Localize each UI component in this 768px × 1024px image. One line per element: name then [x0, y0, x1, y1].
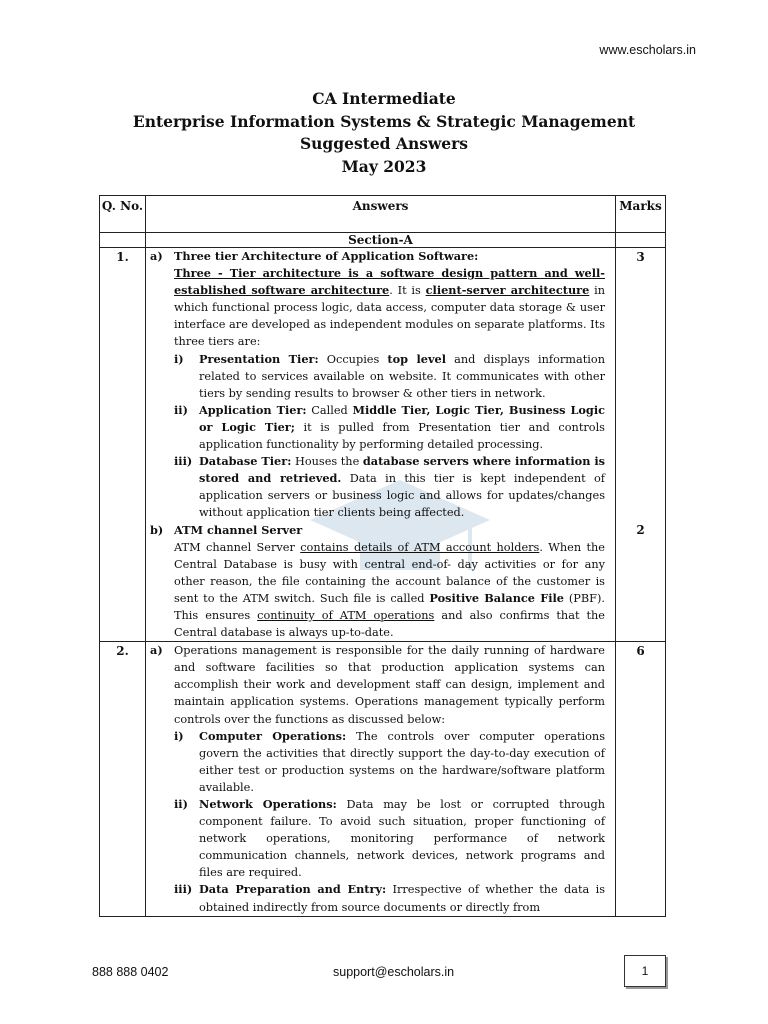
section-label: Section-A — [146, 233, 616, 248]
part-label: a) — [150, 643, 163, 658]
page-number: 1 — [624, 955, 666, 987]
answer-cell — [146, 248, 616, 642]
answer-part-b — [146, 522, 605, 642]
answers-table — [99, 195, 666, 917]
marks-value: 3 — [636, 250, 645, 264]
document-title — [0, 88, 768, 178]
website-url: www.escholars.in — [599, 43, 696, 57]
header-marks: Marks — [616, 196, 666, 233]
footer-phone: 888 888 0402 — [92, 965, 169, 979]
list-item: i) Computer Operations: The controls over computer operations govern the activities that directly support the day-to-day execution of either test or production systems on the hardware/software platform available. — [174, 728, 605, 794]
list-item: ii) Application Tier: Called Middle Tier, Logic Tier, Business Logic or Logic Tier; it is pulled from Presentation tier and controls application functionality by performing detailed processing. — [174, 402, 605, 452]
question-row-1 — [100, 248, 666, 642]
part-heading: ATM channel Server — [174, 522, 303, 537]
answer-part-a — [146, 248, 605, 522]
answer-part-a — [146, 642, 605, 916]
part-label: b) — [150, 522, 164, 537]
question-number: 2. — [100, 642, 146, 917]
title-line-4: May 2023 — [341, 156, 427, 176]
footer-email[interactable]: support@escholars.in — [333, 965, 455, 979]
part-heading: Three tier Architecture of Application Software: — [174, 249, 479, 263]
title-line-1: CA Intermediate — [312, 89, 456, 108]
marks-cell — [616, 642, 666, 917]
answer-cell — [146, 642, 616, 917]
header-answers: Answers — [146, 196, 616, 233]
question-number: 1. — [100, 248, 146, 642]
part-body: ATM channel Server contains details of ATM account holders. When the Central Database is busy with central end-of- day activities or for any other reason, the file containing the account balance of the customer is sent to the ATM switch. Such file is called Positive Balance File (PBF). This ensures continuity of ATM operations and also confirms that the Central database is always up-to-date. — [174, 540, 605, 640]
marks-value: 6 — [636, 644, 645, 659]
part-label: a) — [150, 249, 163, 263]
header-q-no: Q. No. — [100, 196, 146, 233]
part-intro: Operations management is responsible for the daily running of hardware and software facilities so that production application systems can accomplish their work and development staff can design, implement and maintain application systems. Operations management typically perform controls over the functions as discussed below: — [174, 644, 605, 726]
section-row — [100, 233, 666, 248]
question-row-2 — [100, 642, 666, 917]
list-item: iii) Data Preparation and Entry: Irrespective of whether the data is obtained indirectly from source documents or directly from — [174, 882, 605, 914]
marks-value: 2 — [636, 523, 645, 537]
part-intro: Three - Tier architecture is a software design pattern and well-established software architecture. It is client-server architecture in which functional process logic, data access, computer data storage & user interface are developed as independent modules on separate platforms. Its three tiers are: — [174, 266, 605, 349]
title-line-2: Enterprise Information Systems & Strategic Management — [132, 111, 636, 131]
table-header-row — [100, 196, 666, 233]
title-line-3: Suggested Answers — [299, 134, 469, 153]
list-item: iii) Database Tier: Houses the database servers where information is stored and retrieved. Data in this tier is kept independent of application servers or business logic and allows for updates/changes without application tier clients being affected. — [174, 454, 605, 520]
list-item: ii) Network Operations: Data may be lost or corrupted through component failure. To avoid such situation, proper functioning of network operations, monitoring performance of network communication channels, network devices, network programs and files are required. — [174, 797, 605, 880]
list-item: i) Presentation Tier: Occupies top level and displays information related to services available on website. It communicates with other tiers by sending results to browser & other tiers in network. — [174, 351, 605, 400]
marks-cell — [616, 248, 666, 642]
